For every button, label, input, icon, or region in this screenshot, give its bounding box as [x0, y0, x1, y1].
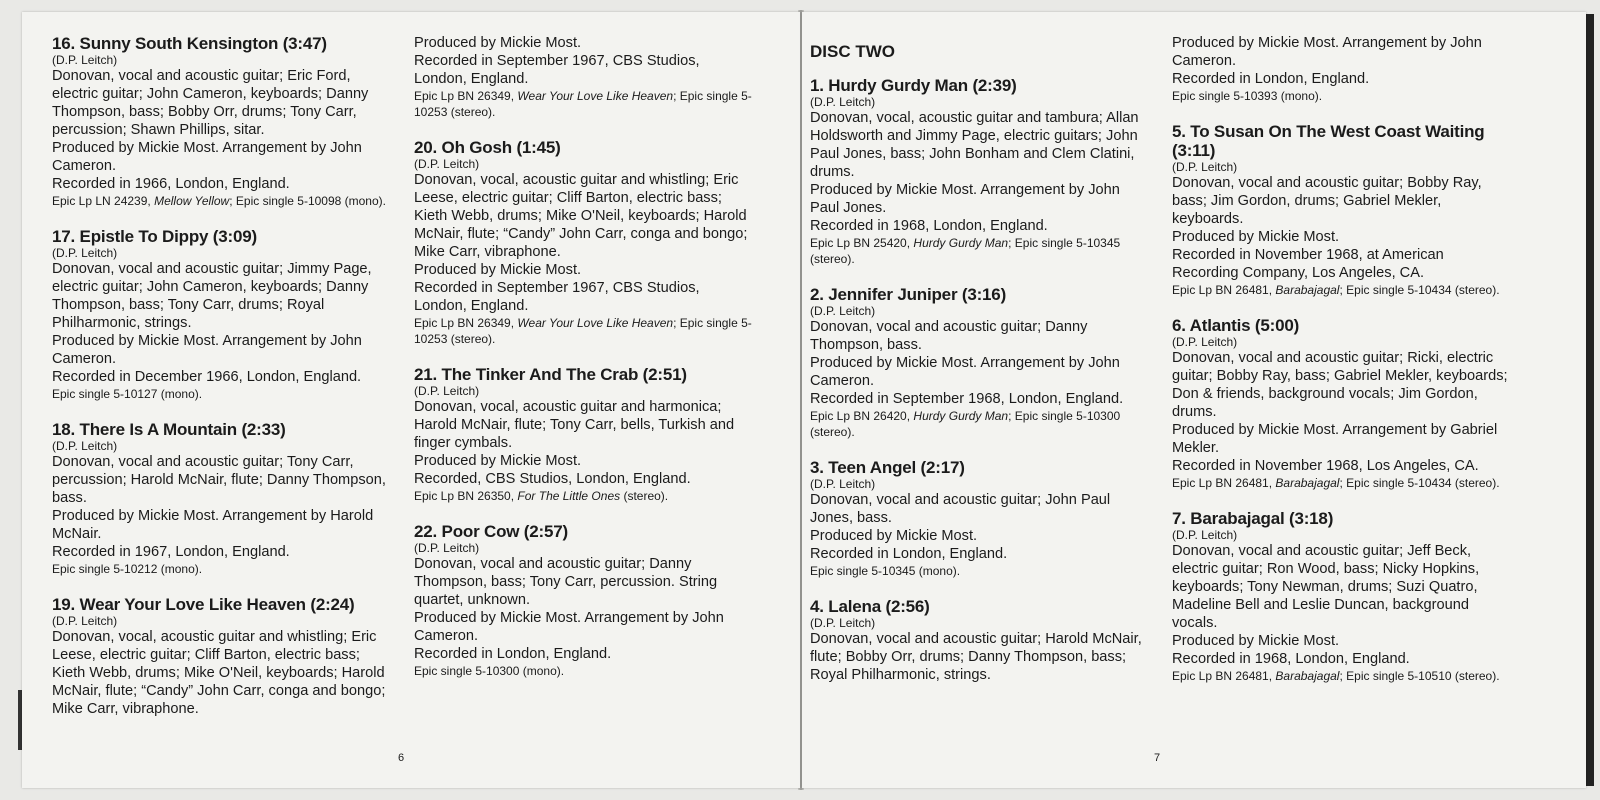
release-suffix: ; Epic single 5-10510 (stereo).	[1339, 669, 1500, 683]
songwriter-credit: (D.P. Leitch)	[810, 477, 876, 491]
album-title: Barabajagal	[1275, 669, 1340, 683]
track-column-3	[810, 34, 1150, 702]
songwriter-credit: (D.P. Leitch)	[52, 614, 118, 628]
release-prefix: Epic Lp BN 26481,	[1172, 669, 1276, 683]
track-entry	[810, 76, 1150, 267]
credit-line: Recorded in 1967, London, England.	[52, 544, 290, 560]
credit-line: Recorded in 1968, London, England.	[1172, 651, 1410, 667]
credit-line: Donovan, vocal and acoustic guitar; Danny Thompson, bass.	[810, 319, 1088, 353]
credit-line: Donovan, vocal and acoustic guitar; Harold McNair, flute; Bobby Orr, drums; Danny Thompson, bass; Royal Philharmonic, strings.	[810, 631, 1142, 683]
release-info	[1172, 668, 1512, 684]
credit-line: Donovan, vocal and acoustic guitar; Ricki, electric guitar; Bobby Ray, bass; Gabriel Mekler, keyboards; Don & friends, background vocals; Jim Gordon, drums.	[1172, 350, 1508, 420]
page-number: 6	[398, 752, 405, 764]
track-title: 19. Wear Your Love Like Heaven (2:24)	[52, 595, 355, 614]
credit-line: Produced by Mickie Most. Arrangement by John Cameron.	[810, 355, 1120, 389]
release-info	[414, 488, 754, 504]
release-prefix: Epic single 5-10393 (mono).	[1172, 89, 1323, 103]
release-prefix: Epic single 5-10300 (mono).	[414, 664, 565, 678]
credit-line: Donovan, vocal and acoustic guitar; Tony Carr, percussion; Harold McNair, flute; Danny Thompson, bass.	[52, 454, 386, 506]
release-suffix: ; Epic single 5-10300 (stereo).	[810, 409, 1121, 439]
release-suffix: ; Epic single 5-10098 (mono).	[229, 194, 386, 208]
credit-line: Recorded in November 1968, at American Recording Company, Los Angeles, CA.	[1172, 247, 1444, 281]
release-info	[810, 563, 1150, 579]
credit-line: Produced by Mickie Most.	[1172, 633, 1340, 649]
songwriter-credit: (D.P. Leitch)	[52, 439, 118, 453]
track-title: 1. Hurdy Gurdy Man (2:39)	[810, 76, 1017, 95]
track-entry	[1172, 34, 1512, 104]
songwriter-credit: (D.P. Leitch)	[1172, 528, 1238, 542]
credit-line: Donovan, vocal and acoustic guitar; Jeff Beck, electric guitar; Ron Wood, bass; Nicky Hopkins, keyboards; Tony Newman, drums; Suzi Quatro, Madeline Bell and Leslie Duncan, background vocals.	[1172, 543, 1480, 631]
credit-line: Donovan, vocal, acoustic guitar and harmonica; Harold McNair, flute; Tony Carr, bells, Turkish and finger cymbals.	[414, 399, 735, 451]
track-entry	[810, 285, 1150, 440]
track-title: 22. Poor Cow (2:57)	[414, 522, 568, 541]
credit-line: Donovan, vocal and acoustic guitar; Bobby Ray, bass; Jim Gordon, drums; Gabriel Mekler, keyboards.	[1172, 175, 1482, 227]
release-prefix: Epic Lp BN 26350,	[414, 489, 518, 503]
songwriter-credit: (D.P. Leitch)	[414, 384, 480, 398]
track-entry	[1172, 316, 1512, 491]
credit-line: Recorded in November 1968, Los Angeles, CA.	[1172, 458, 1479, 474]
track-entry	[52, 227, 392, 402]
release-prefix: Epic Lp LN 24239,	[52, 194, 155, 208]
songwriter-credit: (D.P. Leitch)	[810, 95, 876, 109]
songwriter-credit: (D.P. Leitch)	[1172, 160, 1238, 174]
release-info	[414, 88, 754, 120]
release-suffix: ; Epic single 5-10253 (stereo).	[414, 316, 752, 346]
songwriter-credit: (D.P. Leitch)	[810, 616, 876, 630]
release-info	[1172, 475, 1512, 491]
credit-line: Donovan, vocal, acoustic guitar and whistling; Eric Leese, electric guitar; Cliff Barton, electric bass; Kieth Webb, drums; Mike O'Neil, keyboards; Harold McNair, flute; “Candy” John Carr, conga and bongo; Mike Carr, vibraphone.	[414, 172, 748, 260]
credit-line: Produced by Mickie Most. Arrangement by John Paul Jones.	[810, 182, 1120, 216]
credit-line: Donovan, vocal and acoustic guitar; John Paul Jones, bass.	[810, 492, 1111, 526]
release-prefix: Epic Lp BN 26349,	[414, 316, 518, 330]
album-title: Barabajagal	[1275, 283, 1340, 297]
release-info	[52, 193, 392, 209]
album-title: Wear Your Love Like Heaven	[517, 316, 674, 330]
songwriter-credit: (D.P. Leitch)	[52, 246, 118, 260]
album-title: For The Little Ones	[517, 489, 621, 503]
track-title: 6. Atlantis (5:00)	[1172, 316, 1300, 335]
release-suffix: ; Epic single 5-10434 (stereo).	[1339, 476, 1500, 490]
track-title: 7. Barabajagal (3:18)	[1172, 509, 1334, 528]
track-title: 3. Teen Angel (2:17)	[810, 458, 965, 477]
release-info	[1172, 88, 1512, 104]
credit-line: Produced by Mickie Most. Arrangement by John Cameron.	[52, 140, 362, 174]
credit-line: Produced by Mickie Most. Arrangement by John Cameron.	[1172, 35, 1482, 69]
release-prefix: Epic Lp BN 25420,	[810, 236, 914, 250]
track-entry	[52, 34, 392, 209]
songwriter-credit: (D.P. Leitch)	[414, 541, 480, 555]
release-prefix: Epic Lp BN 26349,	[414, 89, 518, 103]
release-info	[414, 315, 754, 347]
track-entry	[1172, 509, 1512, 684]
disc-heading: DISC TWO	[810, 42, 895, 61]
credit-line: Produced by Mickie Most.	[810, 528, 978, 544]
credit-line: Produced by Mickie Most.	[414, 35, 582, 51]
track-column-4	[1172, 34, 1512, 702]
album-title: Wear Your Love Like Heaven	[517, 89, 674, 103]
credit-line: Donovan, vocal and acoustic guitar; Eric Ford, electric guitar; John Cameron, keyboards; Danny Thompson, bass; Bobby Orr, drums; Tony Carr, percussion; Shawn Phillips, sitar.	[52, 68, 369, 138]
album-title: Mellow Yellow	[154, 194, 230, 208]
album-title: Hurdy Gurdy Man	[913, 236, 1009, 250]
track-entry	[1172, 122, 1512, 298]
credit-line: Produced by Mickie Most. Arrangement by Harold McNair.	[52, 508, 374, 542]
credit-line: Recorded in 1968, London, England.	[810, 218, 1048, 234]
release-prefix: Epic single 5-10345 (mono).	[810, 564, 961, 578]
album-title: Barabajagal	[1275, 476, 1340, 490]
track-title: 4. Lalena (2:56)	[810, 597, 930, 616]
credit-line: Recorded in September 1967, CBS Studios, London, England.	[414, 280, 700, 314]
credit-line: Recorded in London, England.	[414, 646, 612, 662]
track-entry	[52, 420, 392, 577]
release-prefix: Epic Lp BN 26420,	[810, 409, 914, 423]
credit-line: Produced by Mickie Most.	[1172, 229, 1340, 245]
credit-line: Recorded in September 1968, London, England.	[810, 391, 1124, 407]
release-prefix: Epic Lp BN 26481,	[1172, 283, 1276, 297]
track-column-2	[414, 34, 754, 697]
release-info	[52, 386, 392, 402]
track-column-1	[52, 34, 392, 736]
songwriter-credit: (D.P. Leitch)	[1172, 335, 1238, 349]
release-suffix: ; Epic single 5-10253 (stereo).	[414, 89, 752, 119]
songwriter-credit: (D.P. Leitch)	[810, 304, 876, 318]
release-info	[414, 663, 754, 679]
credit-line: Recorded in London, England.	[810, 546, 1008, 562]
credit-line: Recorded in 1966, London, England.	[52, 176, 290, 192]
release-suffix: ; Epic single 5-10345 (stereo).	[810, 236, 1121, 266]
credit-line: Donovan, vocal and acoustic guitar; Jimmy Page, electric guitar; John Cameron, keyboards; Danny Thompson, bass; Tony Carr, drums; Royal Philharmonic, strings.	[52, 261, 372, 331]
songwriter-credit: (D.P. Leitch)	[414, 157, 480, 171]
credit-line: Produced by Mickie Most.	[414, 262, 582, 278]
release-suffix: ; Epic single 5-10434 (stereo).	[1339, 283, 1500, 297]
booklet-page-left	[22, 12, 800, 788]
release-suffix: (stereo).	[620, 489, 669, 503]
track-entry	[810, 597, 1150, 684]
album-title: Hurdy Gurdy Man	[913, 409, 1009, 423]
credit-line: Produced by Mickie Most.	[414, 453, 582, 469]
release-prefix: Epic single 5-10127 (mono).	[52, 387, 203, 401]
track-title: 21. The Tinker And The Crab (2:51)	[414, 365, 687, 384]
credit-line: Recorded in December 1966, London, England.	[52, 369, 362, 385]
track-title: 16. Sunny South Kensington (3:47)	[52, 34, 327, 53]
track-entry	[414, 522, 754, 679]
release-info	[810, 235, 1150, 267]
credit-line: Produced by Mickie Most. Arrangement by John Cameron.	[414, 610, 724, 644]
track-entry	[414, 365, 754, 504]
track-entry	[414, 138, 754, 347]
track-entry	[52, 595, 392, 718]
page-edge-shadow	[1586, 14, 1594, 786]
credit-line: Donovan, vocal, acoustic guitar and whistling; Eric Leese, electric guitar; Cliff Barton, electric bass; Kieth Webb, drums; Mike O'Neil, keyboards; Harold McNair, flute; “Candy” John Carr, conga and bongo; Mike Carr, vibraphone.	[52, 629, 386, 717]
credit-line: Recorded, CBS Studios, London, England.	[414, 471, 691, 487]
release-prefix: Epic single 5-10212 (mono).	[52, 562, 203, 576]
credit-line: Produced by Mickie Most. Arrangement by John Cameron.	[52, 333, 362, 367]
booklet-page-right	[802, 12, 1586, 788]
track-title: 18. There Is A Mountain (2:33)	[52, 420, 286, 439]
credit-line: Produced by Mickie Most. Arrangement by Gabriel Mekler.	[1172, 422, 1498, 456]
track-title: 5. To Susan On The West Coast Waiting (3:11)	[1172, 122, 1485, 160]
credit-line: Donovan, vocal and acoustic guitar; Danny Thompson, bass; Tony Carr, percussion. String quartet, unknown.	[414, 556, 718, 608]
track-entry	[810, 458, 1150, 579]
songwriter-credit: (D.P. Leitch)	[52, 53, 118, 67]
page-number: 7	[1154, 752, 1161, 764]
credit-line: Donovan, vocal, acoustic guitar and tambura; Allan Holdsworth and Jimmy Page, electric guitars; John Paul Jones, bass; John Bonham and Clem Clatini, drums.	[810, 110, 1139, 180]
track-title: 17. Epistle To Dippy (3:09)	[52, 227, 257, 246]
track-title: 2. Jennifer Juniper (3:16)	[810, 285, 1007, 304]
release-info	[52, 561, 392, 577]
credit-line: Recorded in September 1967, CBS Studios, London, England.	[414, 53, 700, 87]
release-info	[810, 408, 1150, 440]
release-prefix: Epic Lp BN 26481,	[1172, 476, 1276, 490]
credit-line: Recorded in London, England.	[1172, 71, 1370, 87]
release-info	[1172, 282, 1512, 298]
track-entry	[414, 34, 754, 120]
track-title: 20. Oh Gosh (1:45)	[414, 138, 561, 157]
